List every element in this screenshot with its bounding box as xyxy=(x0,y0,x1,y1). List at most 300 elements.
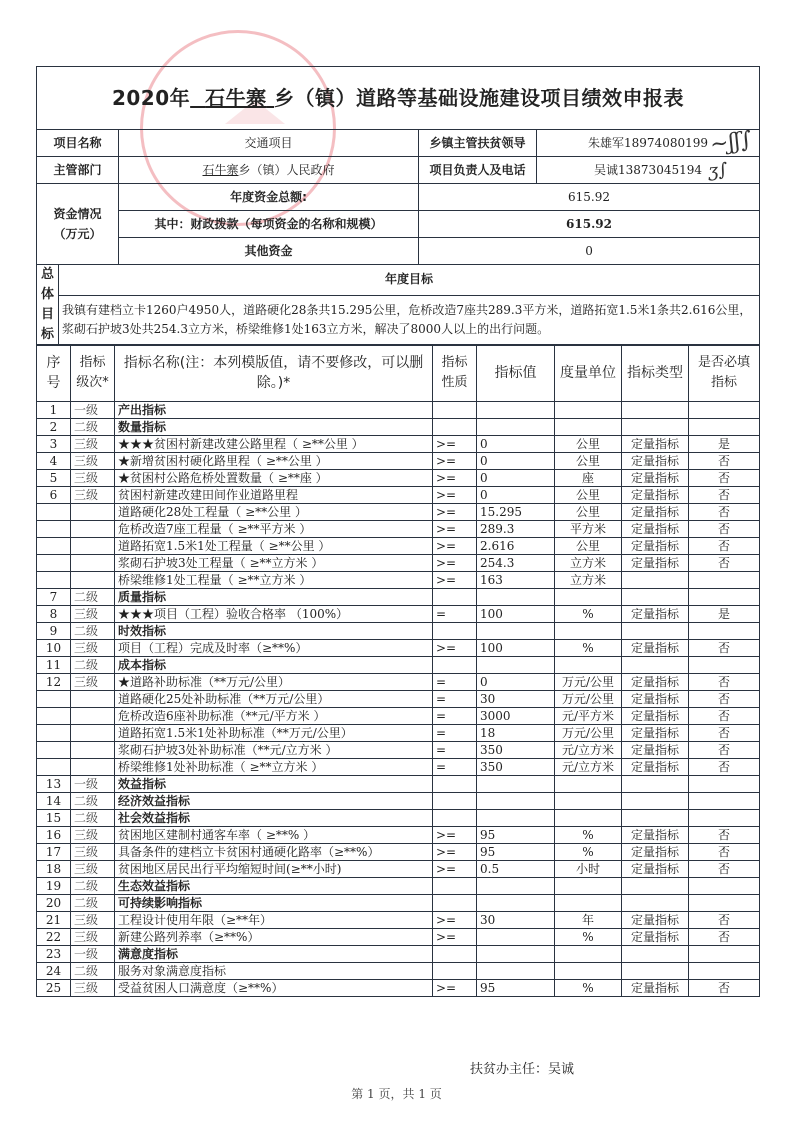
row-seq xyxy=(37,742,71,759)
row-type: 定量指标 xyxy=(622,521,689,538)
project-name-label: 项目名称 xyxy=(37,130,119,157)
row-unit: % xyxy=(555,844,622,861)
row-type xyxy=(622,623,689,640)
row-name: 桥梁维修1处工程量（ ≥**立方米 ） xyxy=(115,572,433,589)
row-name: 项目（工程）完成及时率（≥**%） xyxy=(115,640,433,657)
row-name: 浆砌石护坡3处补助标准（**元/立方米 ） xyxy=(115,742,433,759)
row-type: 定量指标 xyxy=(622,538,689,555)
row-nature: >= xyxy=(433,470,477,487)
row-value: 350 xyxy=(477,742,555,759)
row-name: 浆砌石护坡3处工程量（ ≥**立方米 ） xyxy=(115,555,433,572)
row-unit: 元/立方米 xyxy=(555,759,622,776)
project-name-value: 交通项目 xyxy=(119,130,419,157)
col-seq: 序号 xyxy=(37,345,71,402)
row-value: 0 xyxy=(477,453,555,470)
row-value: 0 xyxy=(477,470,555,487)
indicator-rows xyxy=(37,402,760,997)
row-seq: 9 xyxy=(37,623,71,640)
row-name: 贫困地区居民出行平均缩短时间(≥**小时) xyxy=(115,861,433,878)
row-value xyxy=(477,776,555,793)
row-value: 163 xyxy=(477,572,555,589)
row-level: 二级 xyxy=(71,963,115,980)
row-unit: 万元/公里 xyxy=(555,691,622,708)
row-unit xyxy=(555,776,622,793)
row-value: 0.5 xyxy=(477,861,555,878)
fund-other-value: 0 xyxy=(419,238,760,265)
table-row xyxy=(37,436,760,453)
row-value: 3000 xyxy=(477,708,555,725)
row-seq: 12 xyxy=(37,674,71,691)
row-unit: 公里 xyxy=(555,436,622,453)
row-unit: 平方米 xyxy=(555,521,622,538)
row-seq: 2 xyxy=(37,419,71,436)
row-level xyxy=(71,538,115,555)
row-seq xyxy=(37,538,71,555)
row-seq: 3 xyxy=(37,436,71,453)
row-seq: 23 xyxy=(37,946,71,963)
row-required: 否 xyxy=(689,555,760,572)
title-town: 石牛寨 xyxy=(205,85,267,110)
row-value xyxy=(477,810,555,827)
row-type: 定量指标 xyxy=(622,980,689,997)
row-unit: 公里 xyxy=(555,453,622,470)
row-seq: 7 xyxy=(37,589,71,606)
row-type xyxy=(622,878,689,895)
row-unit xyxy=(555,810,622,827)
row-name: ★道路补助标准（**万元/公里） xyxy=(115,674,433,691)
dept-label: 主管部门 xyxy=(37,157,119,184)
goals-side-label xyxy=(37,264,59,345)
row-nature: = xyxy=(433,725,477,742)
row-level xyxy=(71,725,115,742)
table-row xyxy=(37,623,760,640)
col-type: 指标类型 xyxy=(622,345,689,402)
row-value xyxy=(477,623,555,640)
row-value: 254.3 xyxy=(477,555,555,572)
row-type: 定量指标 xyxy=(622,912,689,929)
report-form xyxy=(36,66,759,997)
row-nature xyxy=(433,963,477,980)
table-row xyxy=(37,419,760,436)
table-row xyxy=(37,980,760,997)
page-number: 第 1 页，共 1 页 xyxy=(351,1087,442,1101)
table-row xyxy=(37,827,760,844)
row-nature xyxy=(433,810,477,827)
row-value xyxy=(477,419,555,436)
row-name: 产出指标 xyxy=(115,402,433,419)
row-name: 社会效益指标 xyxy=(115,810,433,827)
table-row xyxy=(37,691,760,708)
row-seq xyxy=(37,759,71,776)
goals-table xyxy=(36,264,760,346)
row-name: 道路拓宽1.5米1处工程量（ ≥**公里 ） xyxy=(115,538,433,555)
row-unit xyxy=(555,419,622,436)
row-type: 定量指标 xyxy=(622,759,689,776)
row-nature: = xyxy=(433,759,477,776)
col-required: 是否必填指标 xyxy=(689,345,760,402)
row-seq: 14 xyxy=(37,793,71,810)
dept-value xyxy=(119,157,419,184)
goals-side-char: 体 xyxy=(40,286,54,302)
row-unit: 元/平方米 xyxy=(555,708,622,725)
row-type: 定量指标 xyxy=(622,844,689,861)
row-level xyxy=(71,521,115,538)
row-type xyxy=(622,657,689,674)
row-level: 三级 xyxy=(71,470,115,487)
row-name: 可持续影响指标 xyxy=(115,895,433,912)
row-required: 否 xyxy=(689,674,760,691)
table-row xyxy=(37,929,760,946)
table-row xyxy=(37,572,760,589)
row-unit: 万元/公里 xyxy=(555,725,622,742)
row-value: 289.3 xyxy=(477,521,555,538)
row-level: 三级 xyxy=(71,436,115,453)
row-unit xyxy=(555,623,622,640)
row-value: 0 xyxy=(477,487,555,504)
row-value xyxy=(477,946,555,963)
row-name: 桥梁维修1处补助标准（ ≥**立方米 ） xyxy=(115,759,433,776)
table-row xyxy=(37,402,760,419)
table-row xyxy=(37,810,760,827)
row-unit: % xyxy=(555,640,622,657)
fund-fiscal-label: 其中：财政拨款（每项资金的名称和规模） xyxy=(119,211,419,238)
row-name: ★★★贫困村新建改建公路里程（ ≥**公里 ） xyxy=(115,436,433,453)
row-seq xyxy=(37,572,71,589)
row-name: 新建公路列养率（≥**%） xyxy=(115,929,433,946)
row-type xyxy=(622,895,689,912)
row-level: 二级 xyxy=(71,878,115,895)
row-name: 受益贫困人口满意度（≥**%） xyxy=(115,980,433,997)
row-seq: 5 xyxy=(37,470,71,487)
goals-side-char: 标 xyxy=(40,326,54,342)
row-seq: 8 xyxy=(37,606,71,623)
goals-side-char: 总 xyxy=(40,266,54,282)
row-nature: >= xyxy=(433,861,477,878)
owner-label: 项目负责人及电话 xyxy=(419,157,537,184)
row-required xyxy=(689,878,760,895)
row-type xyxy=(622,810,689,827)
row-level xyxy=(71,572,115,589)
row-name: 工程设计使用年限（≥**年） xyxy=(115,912,433,929)
row-unit: 公里 xyxy=(555,538,622,555)
row-nature xyxy=(433,776,477,793)
row-seq xyxy=(37,691,71,708)
table-row xyxy=(37,963,760,980)
row-nature: >= xyxy=(433,980,477,997)
signature-leader: ~ʃʃ∫ xyxy=(708,127,754,158)
row-required: 否 xyxy=(689,470,760,487)
row-required: 否 xyxy=(689,861,760,878)
row-nature: >= xyxy=(433,504,477,521)
row-unit xyxy=(555,589,622,606)
row-required xyxy=(689,895,760,912)
fund-fiscal-value: 615.92 xyxy=(419,211,760,238)
row-value xyxy=(477,878,555,895)
row-seq: 10 xyxy=(37,640,71,657)
row-required: 否 xyxy=(689,980,760,997)
row-name: ★新增贫困村硬化路里程（ ≥**公里 ） xyxy=(115,453,433,470)
row-name: 道路硬化25处补助标准（**万元/公里） xyxy=(115,691,433,708)
row-value: 0 xyxy=(477,436,555,453)
table-row xyxy=(37,844,760,861)
form-title xyxy=(37,67,760,130)
table-row xyxy=(37,674,760,691)
row-seq: 1 xyxy=(37,402,71,419)
owner-value: 吴诚13873045194 xyxy=(537,157,760,184)
row-name: 成本指标 xyxy=(115,657,433,674)
row-value xyxy=(477,402,555,419)
row-level: 三级 xyxy=(71,980,115,997)
row-name: 服务对象满意度指标 xyxy=(115,963,433,980)
row-seq: 18 xyxy=(37,861,71,878)
table-row xyxy=(37,555,760,572)
row-seq: 20 xyxy=(37,895,71,912)
funds-label-line2: （万元） xyxy=(53,227,102,241)
row-type xyxy=(622,963,689,980)
row-unit: 座 xyxy=(555,470,622,487)
row-name: 道路拓宽1.5米1处补助标准（**万元/公里） xyxy=(115,725,433,742)
table-row xyxy=(37,725,760,742)
row-type xyxy=(622,793,689,810)
row-seq: 16 xyxy=(37,827,71,844)
row-value: 95 xyxy=(477,827,555,844)
funds-section-label xyxy=(37,184,119,265)
table-row xyxy=(37,487,760,504)
table-row xyxy=(37,793,760,810)
col-name: 指标名称(注：本列模版值，请不要修改，可以删除。)* xyxy=(115,345,433,402)
row-value xyxy=(477,929,555,946)
row-name: 效益指标 xyxy=(115,776,433,793)
dept-town: 石牛寨 xyxy=(202,162,239,177)
row-name: 贫困地区建制村通客车率（ ≥**% ） xyxy=(115,827,433,844)
row-level xyxy=(71,742,115,759)
table-row xyxy=(37,521,760,538)
row-nature: >= xyxy=(433,844,477,861)
row-seq: 25 xyxy=(37,980,71,997)
row-nature: >= xyxy=(433,572,477,589)
row-required: 否 xyxy=(689,759,760,776)
row-required: 否 xyxy=(689,538,760,555)
row-type: 定量指标 xyxy=(622,861,689,878)
row-seq: 4 xyxy=(37,453,71,470)
row-unit xyxy=(555,793,622,810)
row-nature: >= xyxy=(433,555,477,572)
row-required: 否 xyxy=(689,708,760,725)
row-level: 三级 xyxy=(71,861,115,878)
row-type: 定量指标 xyxy=(622,827,689,844)
table-row xyxy=(37,640,760,657)
table-row xyxy=(37,453,760,470)
row-type: 定量指标 xyxy=(622,691,689,708)
row-nature xyxy=(433,878,477,895)
row-name: 贫困村新建改建田间作业道路里程 xyxy=(115,487,433,504)
row-name: 经济效益指标 xyxy=(115,793,433,810)
row-type xyxy=(622,946,689,963)
row-name: 数量指标 xyxy=(115,419,433,436)
row-nature: = xyxy=(433,606,477,623)
row-level: 一级 xyxy=(71,402,115,419)
row-required xyxy=(689,810,760,827)
row-required: 否 xyxy=(689,453,760,470)
row-unit xyxy=(555,657,622,674)
row-seq: 13 xyxy=(37,776,71,793)
row-seq xyxy=(37,708,71,725)
title-rest: 乡（镇）道路等基础设施建设项目绩效申报表 xyxy=(274,85,685,110)
row-nature: = xyxy=(433,708,477,725)
row-required: 否 xyxy=(689,521,760,538)
table-row xyxy=(37,538,760,555)
row-nature xyxy=(433,793,477,810)
row-type xyxy=(622,589,689,606)
row-value xyxy=(477,793,555,810)
row-nature: >= xyxy=(433,453,477,470)
row-required: 是 xyxy=(689,436,760,453)
row-value: 100 xyxy=(477,606,555,623)
row-type xyxy=(622,419,689,436)
director-signature: 扶贫办主任：吴诚 xyxy=(470,1062,575,1077)
row-value: 95 xyxy=(477,844,555,861)
row-unit: 立方米 xyxy=(555,555,622,572)
row-level: 一级 xyxy=(71,776,115,793)
dept-rest: 乡（镇）人民政府 xyxy=(238,162,335,177)
row-level xyxy=(71,708,115,725)
row-nature: >= xyxy=(433,827,477,844)
row-seq xyxy=(37,504,71,521)
title-year: 2020年 xyxy=(111,85,191,110)
row-unit: 年 xyxy=(555,912,622,929)
col-nature: 指标性质 xyxy=(433,345,477,402)
row-required xyxy=(689,572,760,589)
row-unit: 立方米 xyxy=(555,572,622,589)
row-required: 否 xyxy=(689,742,760,759)
table-row xyxy=(37,861,760,878)
goals-text: 我镇有建档立卡1260户4950人，道路硬化28条共15.295公里，危桥改造7座共289.3平方米，道路拓宽1.5米1条共2.616公里，浆砌石护坡3处共254.3立方米，桥梁维修1处163立方米，解决了8000人以上的出行问题。 xyxy=(59,296,760,345)
row-nature: = xyxy=(433,691,477,708)
row-seq: 22 xyxy=(37,929,71,946)
row-value: 2.616 xyxy=(477,538,555,555)
row-type: 定量指标 xyxy=(622,487,689,504)
row-nature: >= xyxy=(433,521,477,538)
row-required xyxy=(689,419,760,436)
row-value: 0 xyxy=(477,674,555,691)
row-name: ★贫困村公路危桥处置数量（ ≥**座 ） xyxy=(115,470,433,487)
table-row xyxy=(37,946,760,963)
col-value: 指标值 xyxy=(477,345,555,402)
row-seq: 15 xyxy=(37,810,71,827)
row-level: 三级 xyxy=(71,844,115,861)
row-name: ★★★项目（工程）验收合格率 （100%） xyxy=(115,606,433,623)
row-unit xyxy=(555,963,622,980)
row-unit: 小时 xyxy=(555,861,622,878)
row-level: 二级 xyxy=(71,895,115,912)
row-seq: 21 xyxy=(37,912,71,929)
row-type: 定量指标 xyxy=(622,674,689,691)
row-unit: % xyxy=(555,827,622,844)
funds-label-line1: 资金情况 xyxy=(53,207,102,221)
row-seq xyxy=(37,555,71,572)
row-required: 否 xyxy=(689,691,760,708)
row-value: 95 xyxy=(477,980,555,997)
row-seq: 24 xyxy=(37,963,71,980)
signature-owner: ʒ∫ xyxy=(707,159,729,182)
fund-other-label: 其他资金 xyxy=(119,238,419,265)
row-value: 100 xyxy=(477,640,555,657)
row-unit: 万元/公里 xyxy=(555,674,622,691)
row-nature xyxy=(433,402,477,419)
row-seq: 19 xyxy=(37,878,71,895)
row-name: 时效指标 xyxy=(115,623,433,640)
row-value xyxy=(477,589,555,606)
table-row xyxy=(37,606,760,623)
row-level: 三级 xyxy=(71,606,115,623)
col-unit: 度量单位 xyxy=(555,345,622,402)
row-name: 满意度指标 xyxy=(115,946,433,963)
leader-label: 乡镇主管扶贫领导 xyxy=(419,130,537,157)
row-value xyxy=(477,895,555,912)
row-nature: >= xyxy=(433,487,477,504)
table-row xyxy=(37,895,760,912)
row-level xyxy=(71,555,115,572)
row-required xyxy=(689,946,760,963)
goals-header: 年度目标 xyxy=(59,264,760,296)
row-level xyxy=(71,759,115,776)
row-name: 道路硬化28处工程量（ ≥**公里 ） xyxy=(115,504,433,521)
fund-total-label: 年度资金总额: xyxy=(119,184,419,211)
row-type: 定量指标 xyxy=(622,640,689,657)
row-required: 否 xyxy=(689,912,760,929)
row-type: 定量指标 xyxy=(622,929,689,946)
table-row xyxy=(37,776,760,793)
leader-value: 朱雄军18974080199 xyxy=(537,130,760,157)
row-required: 否 xyxy=(689,725,760,742)
row-level: 三级 xyxy=(71,912,115,929)
row-unit: % xyxy=(555,929,622,946)
row-unit xyxy=(555,895,622,912)
table-row xyxy=(37,708,760,725)
row-level: 二级 xyxy=(71,657,115,674)
row-unit xyxy=(555,402,622,419)
row-type xyxy=(622,572,689,589)
row-level xyxy=(71,691,115,708)
row-required xyxy=(689,657,760,674)
row-level: 三级 xyxy=(71,453,115,470)
header-table xyxy=(36,66,760,265)
row-level: 二级 xyxy=(71,810,115,827)
row-unit xyxy=(555,946,622,963)
row-seq: 11 xyxy=(37,657,71,674)
row-value: 30 xyxy=(477,691,555,708)
row-nature: >= xyxy=(433,640,477,657)
row-required: 是 xyxy=(689,606,760,623)
table-row xyxy=(37,504,760,521)
row-seq xyxy=(37,725,71,742)
row-type: 定量指标 xyxy=(622,453,689,470)
row-nature: >= xyxy=(433,912,477,929)
row-unit: 公里 xyxy=(555,487,622,504)
table-row xyxy=(37,742,760,759)
row-level: 二级 xyxy=(71,419,115,436)
row-level: 二级 xyxy=(71,793,115,810)
row-required: 否 xyxy=(689,929,760,946)
row-required: 否 xyxy=(689,640,760,657)
row-type: 定量指标 xyxy=(622,725,689,742)
row-type: 定量指标 xyxy=(622,470,689,487)
row-required xyxy=(689,402,760,419)
row-seq xyxy=(37,521,71,538)
row-type: 定量指标 xyxy=(622,606,689,623)
row-value: 350 xyxy=(477,759,555,776)
row-nature xyxy=(433,623,477,640)
